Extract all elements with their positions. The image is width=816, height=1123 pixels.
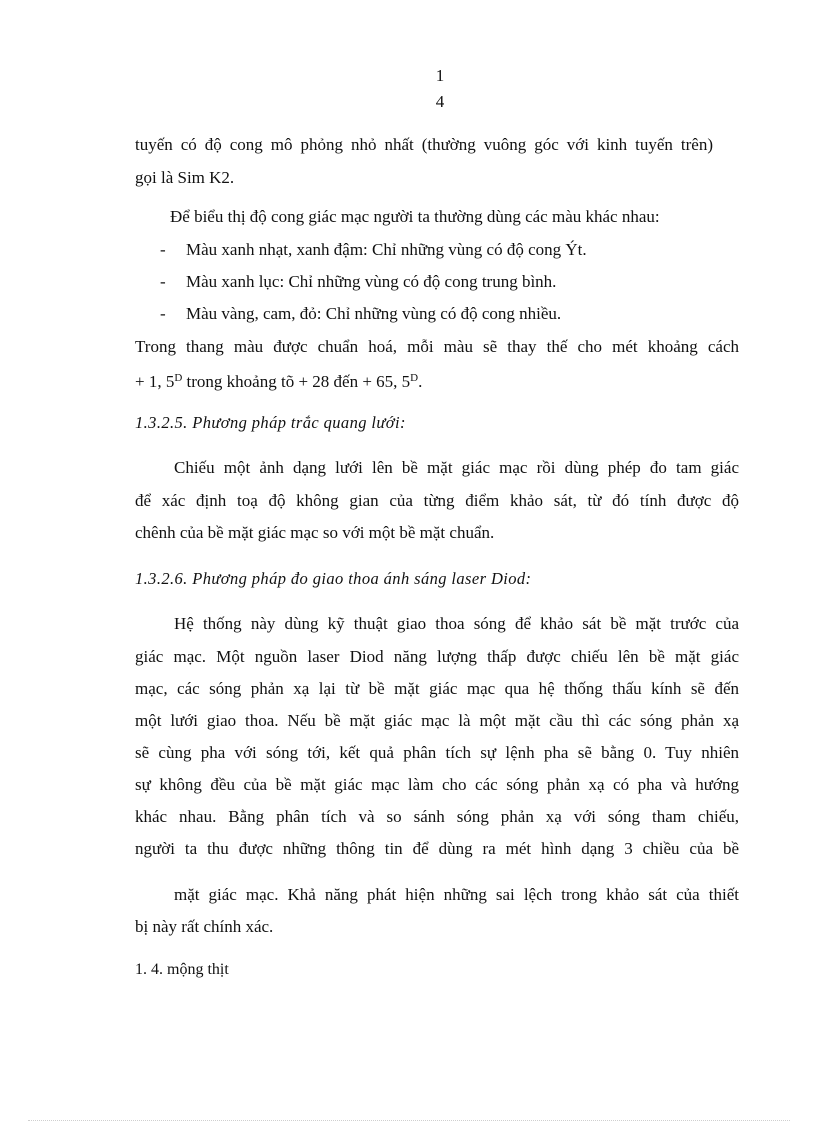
section-2-6-line-4: một lưới giao thoa. Nếu bề mặt giác mạc là một mặt cầu thì các sóng phản xạ: [135, 711, 739, 730]
section-2-6-line-2: giác mạc. Một nguồn laser Diod năng lượng thấp được chiếu lên bề mặt giác: [135, 647, 739, 666]
scale-text-c: .: [418, 372, 423, 391]
section-heading-1-3-2-6: 1.3.2.6. Phương pháp đo giao thoa ánh sáng laser Diod:: [135, 569, 532, 588]
section-2-6-line-8: người ta thu được những thông tin để dùng ra mét hình dạng 3 chiều của bề: [135, 839, 739, 858]
bullet-text: Màu xanh nhạt, xanh đậm: Chỉ những vùng có độ cong Ýt.: [186, 240, 587, 259]
intro-line-2: gọi là Sim K2.: [135, 168, 235, 187]
scale-line-1: Trong thang màu được chuẩn hoá, mỗi màu sẽ thay thế cho mét khoảng cách: [135, 337, 739, 356]
section-2-6-line-6: sự không đều của bề mặt giác mạc làm cho các sóng phản xạ có pha và hướng: [135, 775, 739, 794]
page-number-line-1: 1: [435, 66, 445, 85]
bullet-dash: -: [160, 272, 166, 291]
section-2-6-line-5: sẽ cùng pha với sóng tới, kết quả phân tích sự lệnh pha sẽ bằng 0. Tuy nhiên: [135, 743, 739, 762]
section-2-6-line-1: Hệ thống này dùng kỹ thuật giao thoa sóng để khảo sát bề mặt trước của: [174, 614, 739, 633]
diopter-superscript: D: [174, 372, 183, 384]
scale-line-2: [135, 366, 422, 394]
section-2-5-line-2: để xác định toạ độ không gian của từng điểm khảo sát, từ đó tính được độ: [135, 491, 739, 510]
section-2-6-line-7: khác nhau. Bằng phân tích và so sánh sóng phản xạ với sóng tham chiếu,: [135, 807, 739, 826]
section-2-6-line-9: mặt giác mạc. Khả năng phát hiện những sai lệch trong khảo sát của thiết: [174, 885, 739, 904]
scale-text-a: + 1, 5: [135, 372, 175, 391]
bullet-dash: -: [160, 240, 166, 259]
section-2-5-line-3: chênh của bề mặt giác mạc so với một bề mặt chuẩn.: [135, 523, 495, 542]
bullet-text: Màu xanh lục: Chỉ những vùng có độ cong trung bình.: [186, 272, 557, 291]
section-2-6-line-3: mạc, các sóng phản xạ lại từ bề mặt giác mạc qua hệ thống thấu kính sẽ đến: [135, 679, 739, 698]
diopter-superscript: D: [410, 372, 419, 384]
bullet-dash: -: [160, 304, 166, 323]
section-2-5-line-1: Chiếu một ảnh dạng lưới lên bề mặt giác mạc rồi dùng phép đo tam giác: [174, 458, 739, 477]
section-heading-1-3-2-5: 1.3.2.5. Phương pháp trắc quang lưới:: [135, 413, 406, 432]
intro-line-1: tuyến có độ cong mô phỏng nhỏ nhất (thường vuông góc với kinh tuyến trên): [135, 135, 713, 154]
colors-intro: Để biểu thị độ cong giác mạc người ta thường dùng các màu khác nhau:: [170, 207, 660, 226]
section-heading-1-4: 1. 4. mộng thịt: [135, 961, 229, 978]
bullet-text: Màu vàng, cam, đỏ: Chỉ những vùng có độ cong nhiều.: [186, 304, 562, 323]
page-number-line-2: 4: [435, 92, 445, 111]
page-bottom-rule: [28, 1120, 790, 1121]
scale-text-b: trong khoảng tõ + 28 đến + 65, 5: [182, 372, 411, 391]
section-2-6-line-10: bị này rất chính xác.: [135, 917, 274, 936]
